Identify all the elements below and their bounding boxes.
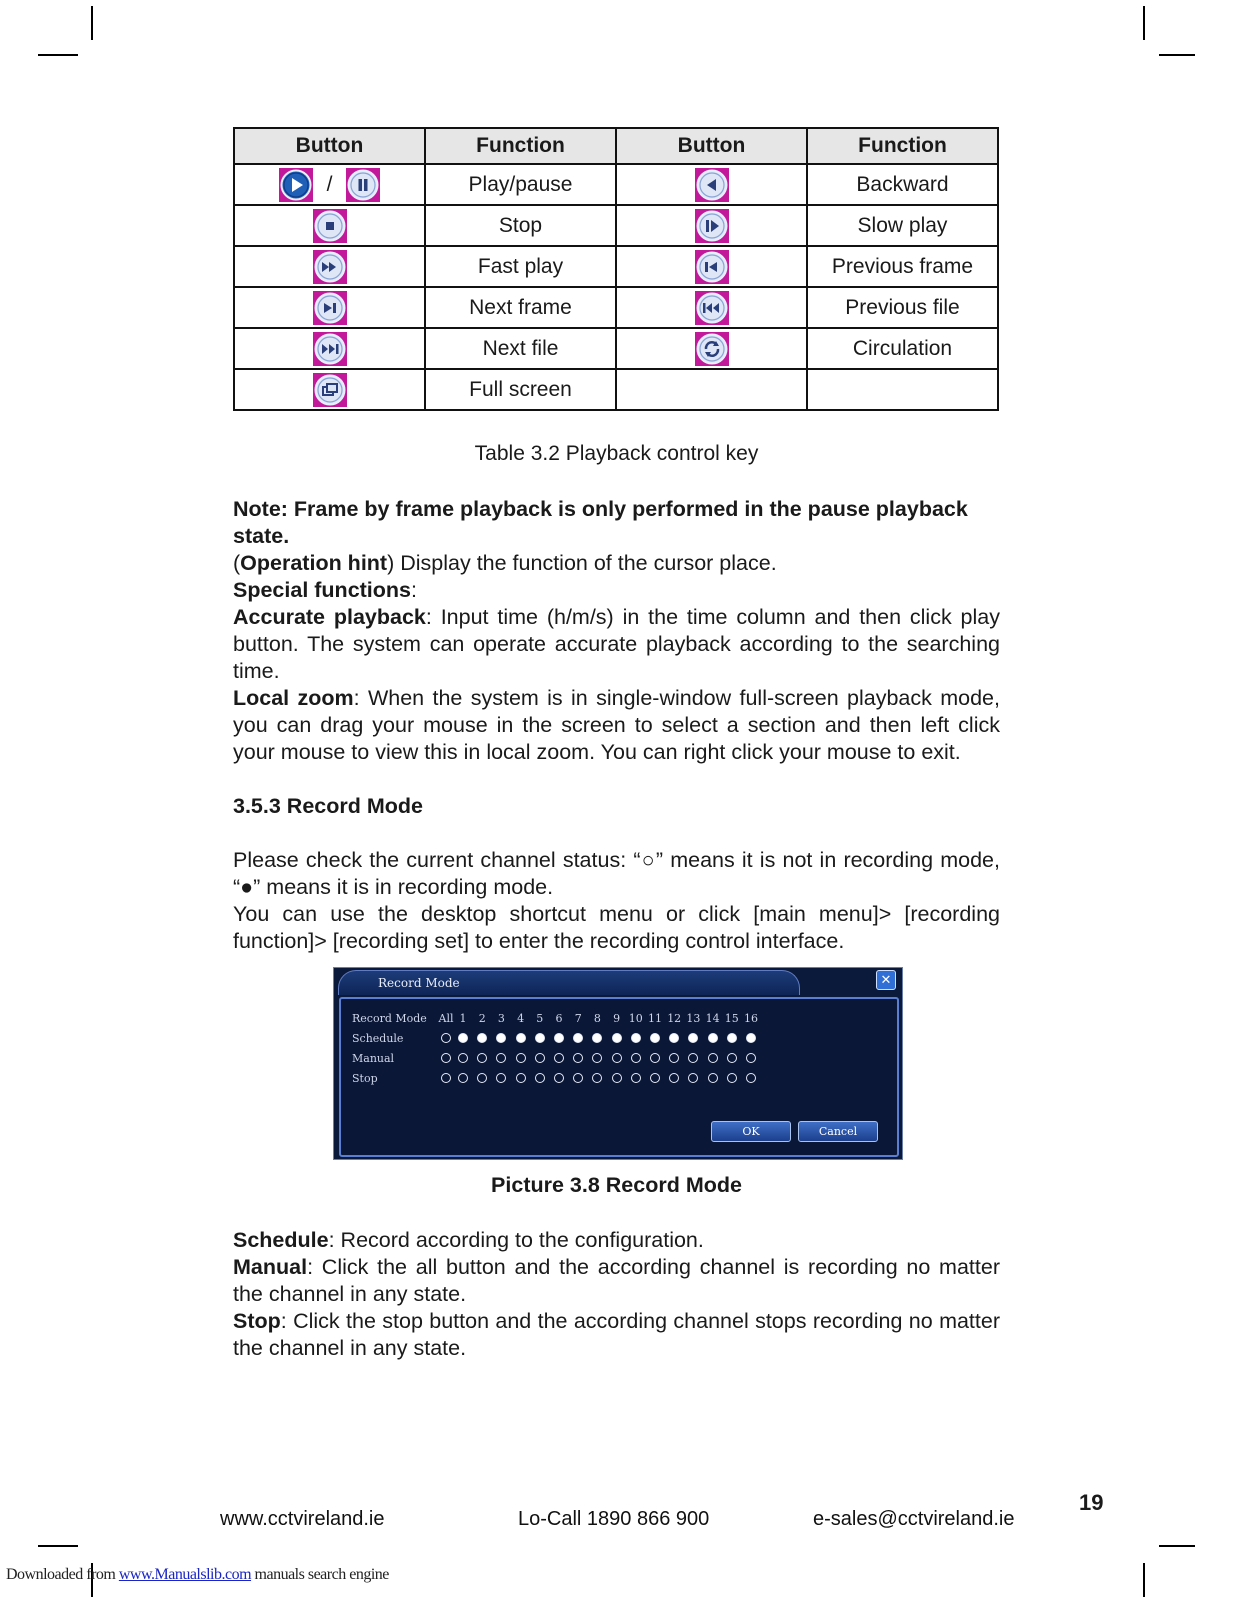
hint-open: (: [233, 551, 241, 575]
play-icon: [279, 168, 313, 202]
button-cell: [616, 328, 807, 369]
download-suffix: manuals search engine: [251, 1566, 389, 1583]
channel-radio[interactable]: [708, 1073, 718, 1083]
crop-mark: [1159, 54, 1195, 56]
channel-radio[interactable]: [573, 1053, 583, 1063]
playback-control-table: [233, 127, 999, 411]
channel-radio[interactable]: [708, 1053, 718, 1063]
channel-radio[interactable]: [554, 1033, 564, 1043]
table-caption: Table 3.2 Playback control key: [474, 442, 759, 465]
function-cell: Circulation: [807, 328, 998, 369]
channel-header: 7: [574, 1012, 582, 1025]
previous-file-icon: [695, 291, 729, 325]
crop-mark: [1143, 1563, 1145, 1597]
mode-row-label: Schedule: [352, 1032, 404, 1045]
channel-header: 15: [724, 1012, 739, 1025]
channel-radio[interactable]: [592, 1033, 602, 1043]
backward-icon: [695, 168, 729, 202]
function-cell: Next file: [425, 328, 616, 369]
channel-radio[interactable]: [688, 1073, 698, 1083]
manual-label: Manual: [233, 1255, 308, 1279]
channel-header: 1: [459, 1012, 467, 1025]
download-prefix: Downloaded from: [6, 1566, 119, 1583]
dialog-body: [339, 997, 899, 1157]
special-colon: :: [411, 578, 417, 602]
picture-caption: Picture 3.8 Record Mode: [491, 1173, 742, 1197]
mode-row-label: Manual: [352, 1052, 395, 1065]
function-cell: Previous file: [807, 287, 998, 328]
manual-text: : Click the all button and the according channel is recording no matter the channel in any state.: [233, 1255, 1000, 1306]
channel-radio[interactable]: [535, 1053, 545, 1063]
channel-header: 3: [497, 1012, 505, 1025]
channel-radio[interactable]: [746, 1073, 756, 1083]
channel-radio[interactable]: [477, 1053, 487, 1063]
button-cell: [234, 369, 425, 410]
previous-frame-icon: [695, 250, 729, 284]
special-functions: [233, 577, 1000, 766]
channel-radio[interactable]: [727, 1033, 737, 1043]
accurate-text: : Input time (h/m/s) in the time column and then click play button. The system can operate accurate playback according to the searching time.: [233, 605, 1000, 683]
page-number: 19: [1079, 1490, 1104, 1515]
function-cell: Next frame: [425, 287, 616, 328]
channel-header: 10: [628, 1012, 643, 1025]
header-function-1: Function: [425, 128, 616, 164]
channel-radio[interactable]: [650, 1033, 660, 1043]
channel-radio[interactable]: [650, 1073, 660, 1083]
channel-radio[interactable]: [516, 1073, 526, 1083]
all-radio[interactable]: [441, 1053, 451, 1063]
channel-radio[interactable]: [612, 1053, 622, 1063]
channel-header: 13: [686, 1012, 701, 1025]
channel-radio[interactable]: [496, 1073, 506, 1083]
status-text-c: ” means it is in recording mode.: [253, 875, 554, 899]
footer-phone: Lo-Call 1890 866 900: [518, 1508, 710, 1530]
table-row: [234, 328, 998, 369]
definitions: [233, 1227, 1000, 1362]
note-bold: Note: Frame by frame playback is only performed in the pause playback state.: [233, 497, 968, 548]
slash-separator: /: [326, 172, 333, 196]
channel-radio[interactable]: [631, 1033, 641, 1043]
channel-radio[interactable]: [727, 1053, 737, 1063]
zoom-text: : When the system is in single-window full-screen playback mode, you can drag your mouse in the screen to select a section and then left click your mouse to view this in local zoom. You can right click your mouse to exit.: [233, 686, 1000, 764]
header-button-1: Button: [234, 128, 425, 164]
channel-radio[interactable]: [631, 1053, 641, 1063]
channel-radio[interactable]: [612, 1073, 622, 1083]
function-cell: Play/pause: [425, 164, 616, 205]
function-cell: Stop: [425, 205, 616, 246]
channel-radio[interactable]: [458, 1033, 468, 1043]
circulation-icon: [695, 332, 729, 366]
record-intro: [233, 847, 1000, 955]
channel-radio[interactable]: [554, 1073, 564, 1083]
channel-radio[interactable]: [746, 1053, 756, 1063]
record-mode-label: Record Mode: [352, 1012, 427, 1025]
button-cell: [234, 205, 425, 246]
channel-radio[interactable]: [458, 1073, 468, 1083]
filled-circle-icon: ●: [240, 875, 254, 899]
channel-header: 16: [744, 1012, 758, 1025]
function-cell: [807, 369, 998, 410]
all-column-header: All: [438, 1012, 454, 1025]
hint-label: Operation hint: [240, 551, 388, 575]
manualslib-link[interactable]: www.Manualslib.com: [118, 1566, 252, 1583]
channel-radio[interactable]: [516, 1053, 526, 1063]
channel-radio[interactable]: [688, 1053, 698, 1063]
channel-radio[interactable]: [669, 1053, 679, 1063]
header-function-2: Function: [807, 128, 998, 164]
channel-radio[interactable]: [650, 1053, 660, 1063]
channel-radio[interactable]: [573, 1073, 583, 1083]
function-cell: Backward: [807, 164, 998, 205]
zoom-label: Local zoom: [233, 686, 354, 710]
table-header-row: [234, 128, 998, 164]
note-paragraph: [233, 496, 1000, 577]
footer-website[interactable]: www.cctvireland.ie: [220, 1508, 385, 1530]
status-text-a: Please check the current channel status: “: [233, 848, 641, 872]
hollow-circle-icon: ○: [640, 848, 656, 872]
channel-radio[interactable]: [516, 1033, 526, 1043]
button-cell: [234, 287, 425, 328]
dialog-title: Record Mode: [378, 976, 460, 990]
ok-button[interactable]: OK: [711, 1121, 791, 1142]
all-radio[interactable]: [441, 1073, 451, 1083]
channel-radio[interactable]: [727, 1073, 737, 1083]
crop-mark: [1159, 1545, 1195, 1547]
channel-radio[interactable]: [477, 1033, 487, 1043]
crop-mark: [91, 6, 93, 40]
slow-play-icon: [695, 209, 729, 243]
header-button-2: Button: [616, 128, 807, 164]
full-screen-icon: [313, 373, 347, 407]
function-cell: Slow play: [807, 205, 998, 246]
channel-header: 8: [593, 1012, 601, 1025]
stop-text: : Click the stop button and the according channel stops recording no matter the channel in any state.: [233, 1309, 1000, 1360]
cancel-button[interactable]: Cancel: [798, 1121, 878, 1142]
button-cell: [616, 246, 807, 287]
channel-radio[interactable]: [592, 1073, 602, 1083]
hint-text: ) Display the function of the cursor place.: [387, 551, 777, 575]
record-mode-dialog: [333, 967, 903, 1160]
table-row: [234, 246, 998, 287]
stop-icon: [313, 209, 347, 243]
channel-radio[interactable]: [554, 1053, 564, 1063]
table-row: [234, 369, 998, 410]
button-cell: [616, 369, 807, 410]
channel-radio[interactable]: [669, 1033, 679, 1043]
button-cell: [616, 205, 807, 246]
channel-header: 11: [648, 1012, 662, 1025]
channel-radio[interactable]: [592, 1053, 602, 1063]
schedule-text: : Record according to the configuration.: [328, 1228, 704, 1252]
channel-radio[interactable]: [688, 1033, 698, 1043]
pause-icon: [346, 168, 380, 202]
channel-header: 12: [667, 1012, 682, 1025]
button-cell: [616, 164, 807, 205]
table-row: [234, 164, 998, 205]
function-cell: Previous frame: [807, 246, 998, 287]
schedule-label: Schedule: [233, 1228, 329, 1252]
channel-radio[interactable]: [535, 1073, 545, 1083]
channel-radio[interactable]: [631, 1073, 641, 1083]
channel-radio[interactable]: [477, 1073, 487, 1083]
special-heading: Special functions: [233, 578, 412, 602]
button-cell: [234, 328, 425, 369]
status-text-b: ” means it is not in recording mode, “: [233, 848, 1000, 899]
channel-radio[interactable]: [573, 1033, 583, 1043]
button-cell: [234, 164, 425, 205]
stop-label: Stop: [233, 1309, 281, 1333]
channel-radio[interactable]: [535, 1033, 545, 1043]
channel-radio[interactable]: [746, 1033, 756, 1043]
crop-mark: [1143, 6, 1145, 40]
next-file-icon: [313, 332, 347, 366]
button-cell: [234, 246, 425, 287]
channel-header: 5: [536, 1012, 544, 1025]
crop-mark: [38, 54, 78, 56]
mode-row-label: Stop: [352, 1072, 378, 1085]
channel-radio[interactable]: [612, 1033, 622, 1043]
channel-header: 6: [555, 1012, 563, 1025]
channel-radio[interactable]: [458, 1053, 468, 1063]
all-radio[interactable]: [441, 1033, 451, 1043]
section-heading: 3.5.3 Record Mode: [233, 794, 423, 818]
button-cell: [616, 287, 807, 328]
function-cell: Fast play: [425, 246, 616, 287]
next-frame-icon: [313, 291, 347, 325]
function-cell: Full screen: [425, 369, 616, 410]
table-row: [234, 287, 998, 328]
channel-header: 9: [613, 1012, 621, 1025]
channel-radio[interactable]: [496, 1033, 506, 1043]
table-row: [234, 205, 998, 246]
channel-header: 2: [478, 1012, 486, 1025]
channel-header: 14: [705, 1012, 720, 1025]
footer-email[interactable]: e-sales@cctvireland.ie: [813, 1508, 1015, 1530]
fast-play-icon: [313, 250, 347, 284]
channel-radio[interactable]: [669, 1073, 679, 1083]
crop-mark: [38, 1545, 78, 1547]
channel-radio[interactable]: [496, 1053, 506, 1063]
close-icon[interactable]: ✕: [876, 970, 896, 990]
channel-header: 4: [517, 1012, 525, 1025]
download-line: [6, 1566, 389, 1584]
record-instructions: You can use the desktop shortcut menu or click [main menu]> [recording function]> [recording set] to enter the recording control interface.: [233, 902, 1000, 953]
channel-radio[interactable]: [708, 1033, 718, 1043]
accurate-label: Accurate playback: [233, 605, 426, 629]
